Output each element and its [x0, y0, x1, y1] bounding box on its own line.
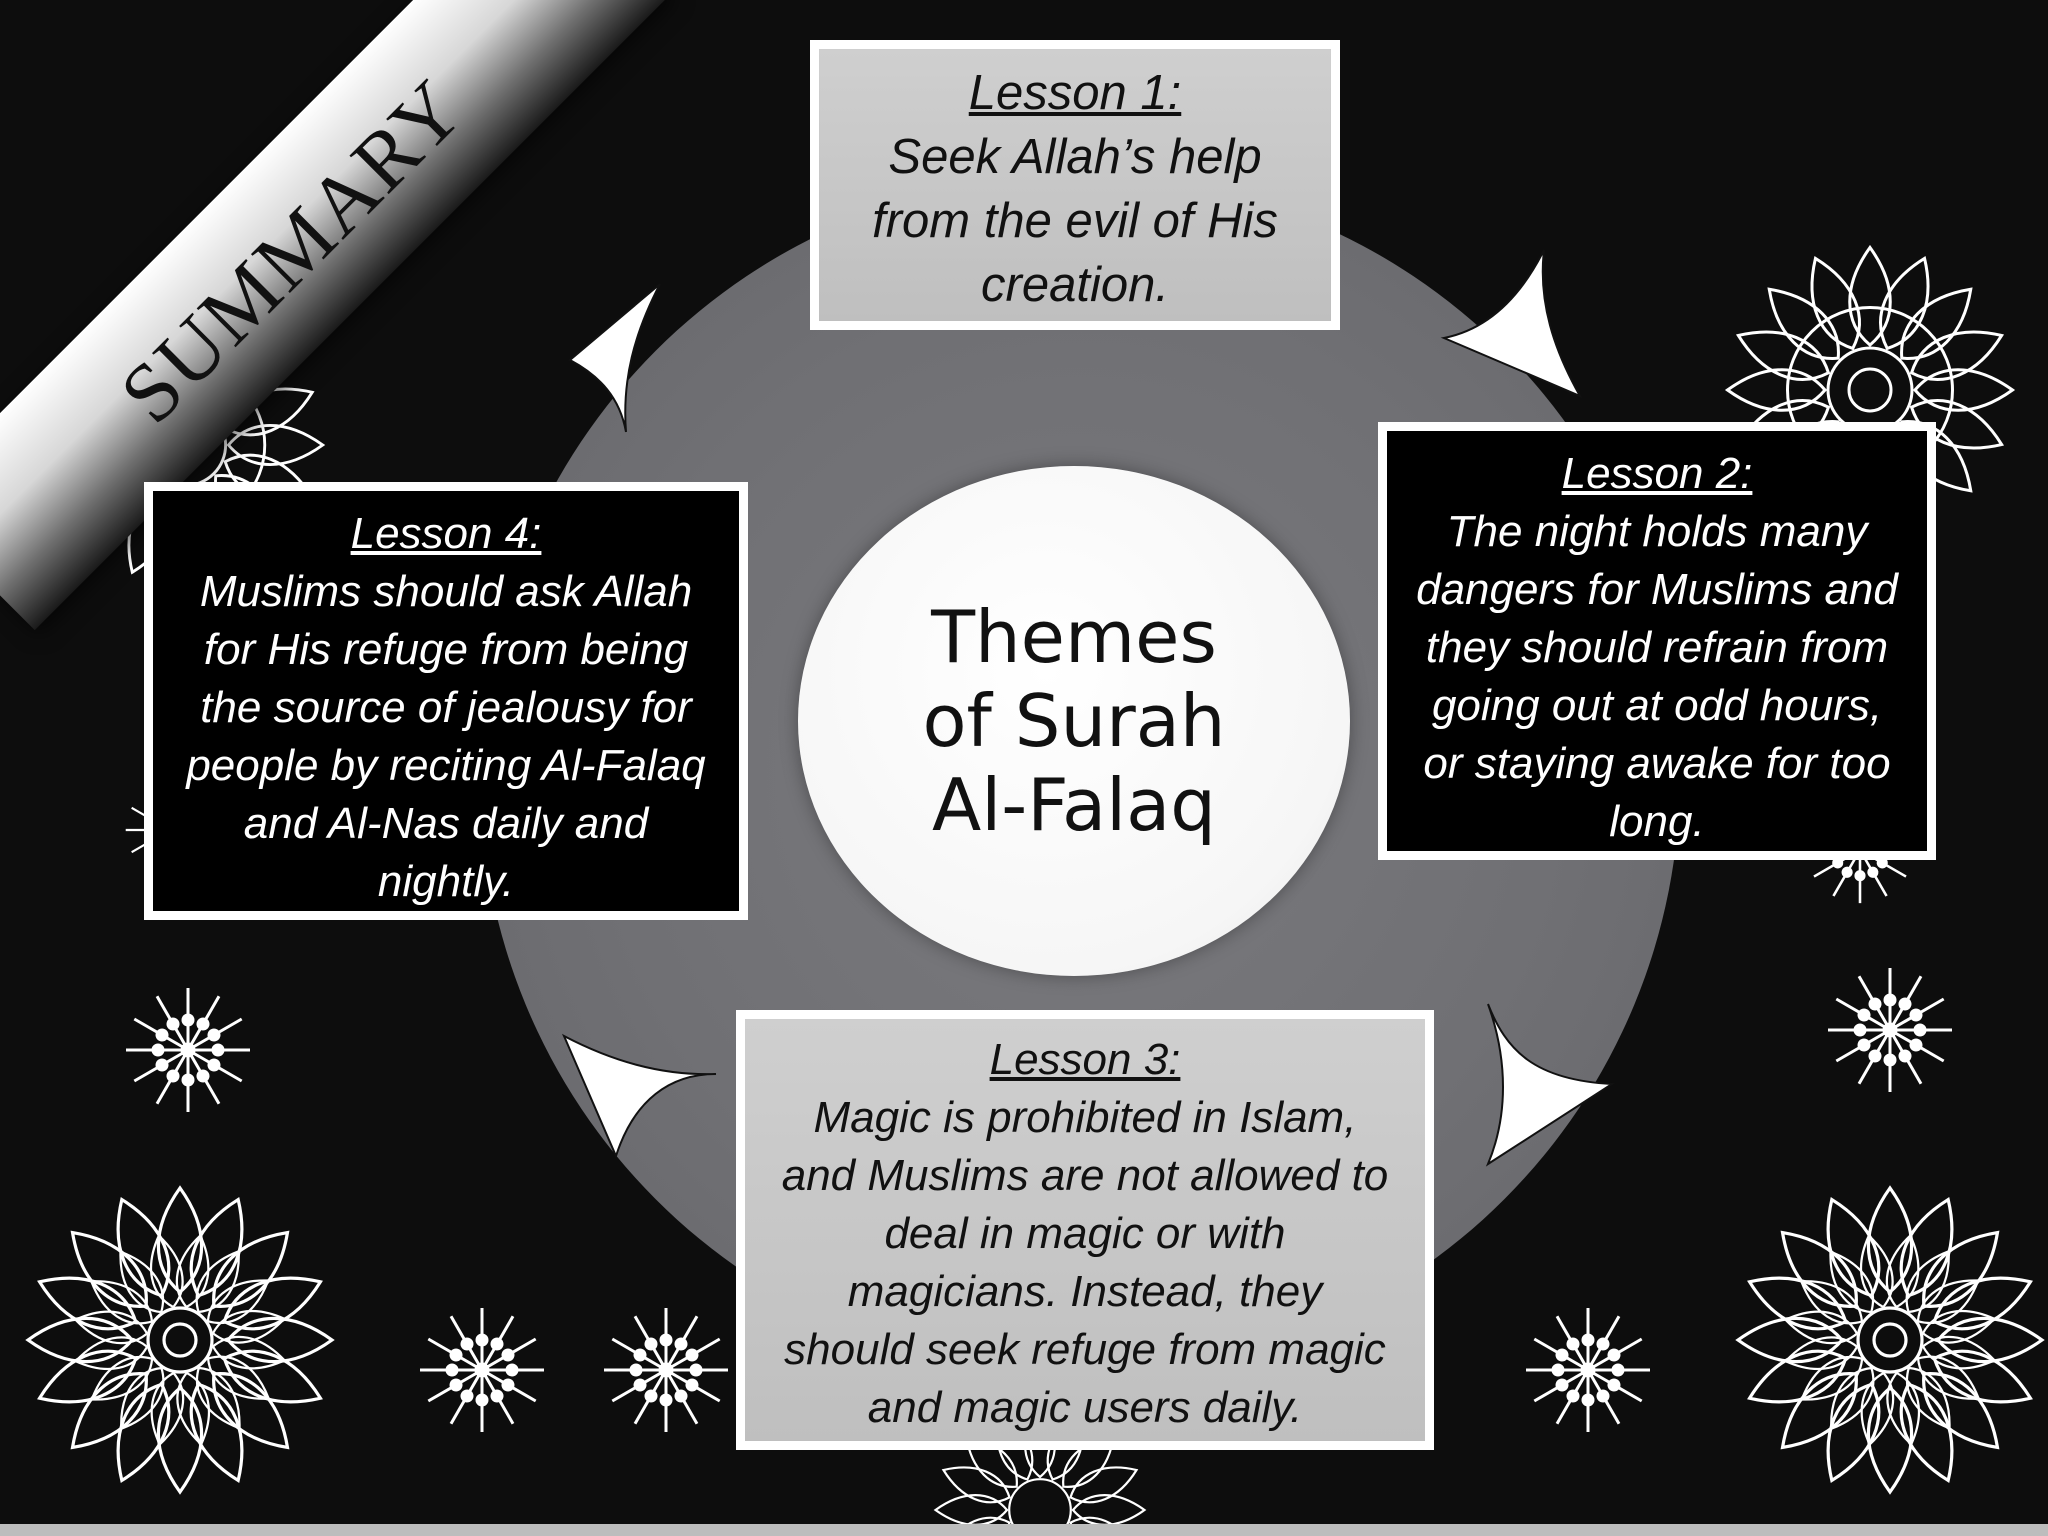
lesson-4-line: Muslims should ask Allah [199, 567, 693, 616]
lesson-3-line: Magic is prohibited in Islam, [813, 1093, 1357, 1142]
lesson-3-line: and Muslims are not allowed to [781, 1151, 1389, 1200]
snowflake-burst-icon [118, 980, 258, 1120]
snowflake-burst-icon [1518, 1300, 1658, 1440]
lesson-4-line: the source of jealousy for [200, 683, 692, 732]
lesson-3-box [736, 1010, 1434, 1450]
curved-arrow-icon [1434, 246, 1584, 406]
lesson-3-line: magicians. Instead, they [847, 1267, 1323, 1316]
lesson-1-line: from the evil of His [872, 194, 1278, 248]
lesson-2-line: The night holds many [1446, 507, 1868, 556]
lesson-1-line: Seek Allah’s help [888, 130, 1262, 184]
lesson-3-line: and magic users daily. [867, 1383, 1303, 1432]
lesson-4-line: for His refuge from being [203, 625, 689, 674]
lesson-3-heading: Lesson 3: [989, 1035, 1181, 1084]
snowflake-burst-icon [412, 1300, 552, 1440]
lesson-2-line: they should refrain from [1425, 623, 1889, 672]
summary-label: SUMMARY [102, 61, 482, 441]
bottom-strip [0, 1524, 2048, 1536]
lesson-2-line: dangers for Muslims and [1416, 565, 1898, 614]
lesson-1-box [810, 40, 1340, 330]
lesson-2-heading: Lesson 2: [1561, 449, 1753, 498]
lesson-4-line: people by reciting Al-Falaq [186, 741, 706, 790]
snowflake-burst-icon [1820, 960, 1960, 1100]
lesson-1-heading: Lesson 1: [968, 66, 1182, 120]
lesson-4-heading: Lesson 4: [350, 509, 542, 558]
lesson-4-line: nightly. [377, 857, 515, 906]
lesson-3-line: deal in magic or with [884, 1209, 1286, 1258]
curved-arrow-icon [560, 1030, 720, 1160]
lesson-3-line: should seek refuge from magic [784, 1325, 1386, 1374]
lesson-2-line: or staying awake for too [1423, 739, 1891, 788]
mandala-flower-icon [1730, 1180, 2048, 1500]
mandala-flower-icon [20, 1180, 340, 1500]
lesson-2-line: going out at odd hours, [1431, 681, 1883, 730]
lesson-4-line: and Al-Nas daily and [243, 799, 649, 848]
center-theme-circle [798, 466, 1350, 976]
center-title: Themes of Surah Al-Falaq [922, 595, 1226, 847]
curved-arrow-icon [1478, 1000, 1618, 1170]
lesson-2-box [1378, 422, 1936, 860]
lesson-1-line: creation. [981, 258, 1169, 312]
lesson-2-line: long. [1609, 797, 1705, 846]
snowflake-burst-icon [596, 1300, 736, 1440]
lesson-4-box [144, 482, 748, 920]
curved-arrow-icon [560, 280, 670, 440]
